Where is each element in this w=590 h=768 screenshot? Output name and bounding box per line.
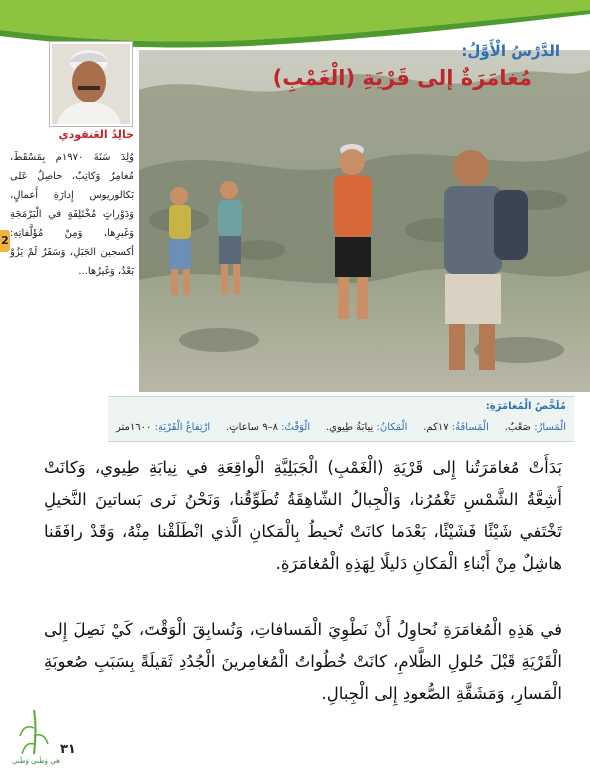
lesson-label: الدَّرْسُ الْأَوَّلُ: [461, 42, 560, 60]
summary-row [116, 422, 566, 433]
author-photo [50, 42, 132, 126]
paragraph-2: في هَذِهِ الْمُغامَرَةِ نُحاوِلُ أَنْ نَطْوِيَ الْمَسافاتِ، وَنُسابِقَ الْوَقْتَ، كَيْ نَصِلَ إِلى الْقَرْيَةِ قَبْلَ حُلولِ الظَّلامِ، كانَتْ خُطُواتُ الْمُغامِرينَ الْجُدُدِ ثَقيلَةً بِسَبَبِ صُعوبَةِ الْمَسارِ، وَمَشَقَّةِ الصُّعودِ إِلى الْجِبالِ. [44, 620, 562, 703]
author-bio: وُلِدَ سَنَةَ ١٩٧٠م بِمَسْقَطَ، مُغامِرٌ وَكاتِبٌ، حاصِلٌ عَلى بَكالوريوس إِدارَةِ أَعمالٍ، وَدَوْراتٍ مُخْتَلِفَةٍ في الْبَرْمَجَةِ وَغَيرِها، وَمِنْ مُؤَلَّفاتِهِ: أكسجين الجَبَلِ، وَسَفَرٌ لَمْ يَزُوْ بَعْدُ، وَغَيرُها... [10, 152, 134, 277]
hikers-illustration [139, 50, 590, 392]
summary-item-altitude: ارْتِفاعُ الْقَرْيَةِ: ١٦٠٠متر [116, 422, 211, 433]
paragraph-1: بَدَأَتْ مُغامَرَتُنا إِلى قَرْيَةِ (الْغَمْبِ) الْجَبَلِيَّةِ الْواقِعَةِ في نِيابَةِ طِيوي، وَكانَتْ أَشِعَّةُ الشَّمْسِ تَغْمُرُنا، وَالْجِبالُ الشّاهِقَةُ تُطَوِّقُنا، وَنَحْنُ نَرى بَساتينَ النَّخيلِ تَخْتَفي شَيْئًا فَشَيْئًا، بَعْدَما كانَتْ تُحيطُ بِالْمَكانِ الَّذي انْطَلَقْنا مِنْهُ، وَقَدْ رافَقَنا هاشِلٌ مِنْ أَبْناءِ الْمَكانِ دَليلًا لِهَذِهِ الْمُغامَرَةِ. [44, 458, 562, 573]
page-number: ٣١ [60, 742, 76, 757]
summary-item-distance: الْمَسافَةُ: ١٧كم. [423, 422, 489, 433]
summary-item-place: الْمَكانُ: نِيابَةُ طِيوي. [325, 422, 408, 433]
summary-item-route: الْمَسارُ: صَعْبٌ. [504, 422, 566, 433]
summary-title: مُلَخَّصُ الْمُغامَرَةِ: [485, 401, 566, 412]
lesson-title: مُغامَرَةٌ إلى قَرْيَةِ (الْغَمْبِ) [272, 66, 532, 90]
footer-ornament-icon [14, 708, 54, 758]
summary-item-time: الْوَقْتُ: ٨–٩ ساعاتٍ. [226, 422, 311, 433]
adventure-summary-box [108, 396, 574, 442]
unit-tab: 2 [0, 230, 10, 252]
series-name: هي وَطَني وَطَني [12, 757, 60, 765]
author-name: خالِدُ العَنقودي [58, 128, 134, 141]
